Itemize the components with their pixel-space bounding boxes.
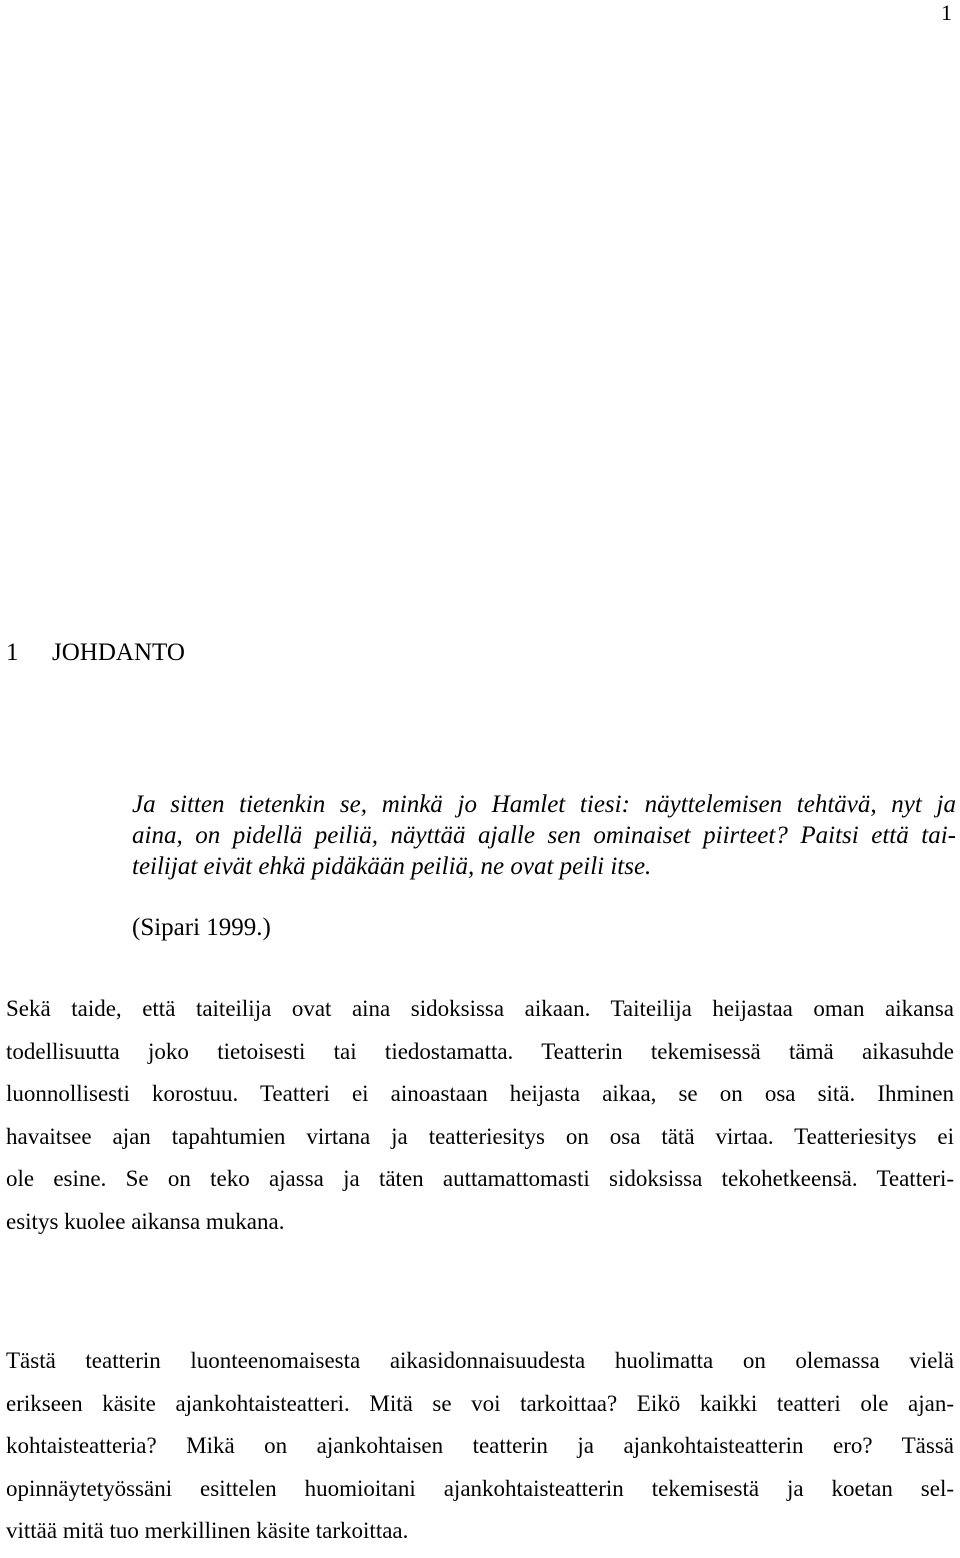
quote-line: Ja sitten tietenkin se, minkä jo Hamlet tiesi: näyttelemisen tehtävä, nyt ja [132,791,956,818]
quote-line: aina, on pidellä peiliä, näyttää ajalle sen ominaiset piirteet? Paitsi että tai- [132,822,956,849]
paragraph-line: vittää mitä tuo merkillinen käsite tarkoittaa. [6,1518,409,1543]
paragraph-line: Tästä teatterin luonteenomaisesta aikasidonnaisuudesta huolimatta on olemassa vielä [6,1348,954,1373]
page-number: 1 [941,0,952,25]
chapter-heading [6,638,185,668]
chapter-number: 1 [6,639,19,666]
quote-line: teilijat eivät ehkä pidäkään peiliä, ne ovat peili itse. [132,853,652,880]
paragraph-line: havaitsee ajan tapahtumien virtana ja teatteriesitys on osa tätä virtaa. Teatteriesitys ei [6,1123,954,1149]
paragraph-line: luonnollisesti korostuu. Teatteri ei ainoastaan heijasta aikaa, se on osa sitä. Ihminen [6,1081,954,1106]
quote-citation: (Sipari 1999.) [132,914,271,941]
paragraph-line: kohtaisteatteria? Mikä on ajankohtaisen teatterin ja ajankohtaisteatterin ero? Tässä [6,1433,954,1458]
paragraph-line: esitys kuolee aikansa mukana. [6,1208,285,1234]
paragraph-line: ole esine. Se on teko ajassa ja täten auttamattomasti sidoksissa tekohetkeensä. Teatteri- [6,1166,954,1191]
paragraph [6,1340,954,1553]
paragraph-line: opinnäytetyössäni esittelen huomioitani ajankohtaisteatterin tekemisestä ja koetan sel- [6,1475,954,1501]
epigraph-quote [132,789,956,882]
paragraph-line: todellisuutta joko tietoisesti tai tiedostamatta. Teatterin tekemisessä tämä aikasuhde [6,1038,954,1064]
chapter-title: JOHDANTO [52,639,185,666]
paragraph-line: erikseen käsite ajankohtaisteatteri. Mitä se voi tarkoittaa? Eikö kaikki teatteri ole ajan- [6,1390,954,1416]
paragraph [6,988,954,1243]
paragraph-line: Sekä taide, että taiteilija ovat aina sidoksissa aikaan. Taiteilija heijastaa oman aikansa [6,996,954,1021]
